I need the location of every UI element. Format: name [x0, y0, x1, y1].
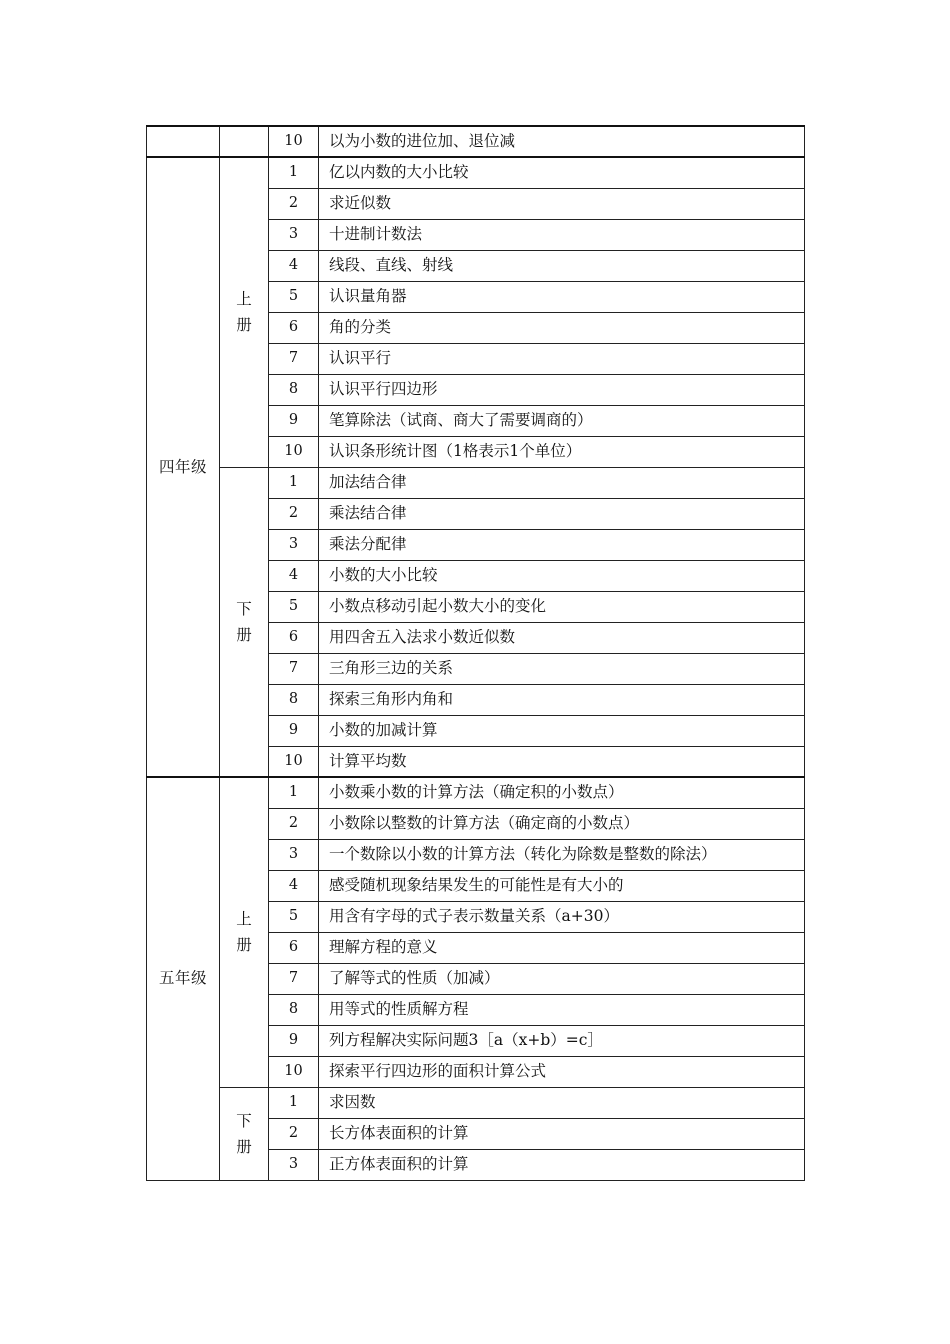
- lesson-number: 3: [269, 1149, 319, 1180]
- lesson-topic: 长方体表面积的计算: [319, 1118, 805, 1149]
- lesson-topic: 探索平行四边形的面积计算公式: [319, 1056, 805, 1087]
- lesson-number: 7: [269, 963, 319, 994]
- volume-label-text: 下册: [236, 1111, 252, 1156]
- table-row: [147, 1087, 805, 1118]
- lesson-number: 2: [269, 1118, 319, 1149]
- lesson-topic: 计算平均数: [319, 746, 805, 777]
- grade-cell-empty: [147, 126, 220, 157]
- lesson-number: 8: [269, 374, 319, 405]
- volume-label-text: 上册: [236, 910, 252, 955]
- lesson-number: 2: [269, 808, 319, 839]
- lesson-number: 4: [269, 870, 319, 901]
- lesson-topic: 小数的加减计算: [319, 715, 805, 746]
- lesson-topic: 小数乘小数的计算方法（确定积的小数点）: [319, 777, 805, 808]
- lesson-topic: 认识平行: [319, 343, 805, 374]
- lesson-topic: 线段、直线、射线: [319, 250, 805, 281]
- lesson-topic: 乘法结合律: [319, 498, 805, 529]
- lesson-topic: 理解方程的意义: [319, 932, 805, 963]
- lesson-topic: 正方体表面积的计算: [319, 1149, 805, 1180]
- lesson-topic: 了解等式的性质（加减）: [319, 963, 805, 994]
- lesson-topic: 角的分类: [319, 312, 805, 343]
- lesson-number: 7: [269, 343, 319, 374]
- table-row: [147, 157, 805, 188]
- lesson-topic: 认识量角器: [319, 281, 805, 312]
- lesson-topic: 笔算除法（试商、商大了需要调商的）: [319, 405, 805, 436]
- volume-label-text: 下册: [236, 599, 252, 644]
- lesson-number: 5: [269, 591, 319, 622]
- volume-label: [220, 157, 269, 467]
- lesson-number: 5: [269, 901, 319, 932]
- lesson-topic: 加法结合律: [319, 467, 805, 498]
- lesson-number: 10: [269, 436, 319, 467]
- lesson-topic: 列方程解决实际问题3［a（x+b）=c］: [319, 1025, 805, 1056]
- table-body: [147, 126, 805, 1180]
- lesson-number: 2: [269, 498, 319, 529]
- volume-label: [220, 1087, 269, 1180]
- volume-label: [220, 777, 269, 1087]
- lesson-topic: 小数点移动引起小数大小的变化: [319, 591, 805, 622]
- lesson-number: 10: [269, 1056, 319, 1087]
- volume-cell-empty: [220, 126, 269, 157]
- curriculum-table: [146, 125, 805, 1181]
- lesson-number: 5: [269, 281, 319, 312]
- lesson-number: 1: [269, 467, 319, 498]
- lesson-topic: 三角形三边的关系: [319, 653, 805, 684]
- lesson-number: 4: [269, 250, 319, 281]
- grade-label: 四年级: [147, 157, 220, 777]
- lesson-topic: 用等式的性质解方程: [319, 994, 805, 1025]
- volume-label: [220, 467, 269, 777]
- lesson-topic: 小数的大小比较: [319, 560, 805, 591]
- lesson-number: 8: [269, 994, 319, 1025]
- lesson-topic: 求因数: [319, 1087, 805, 1118]
- table-row: [147, 777, 805, 808]
- lesson-topic: 探索三角形内角和: [319, 684, 805, 715]
- lesson-number: 1: [269, 777, 319, 808]
- lesson-topic: 认识平行四边形: [319, 374, 805, 405]
- lesson-topic: 求近似数: [319, 188, 805, 219]
- lesson-number: 10: [269, 126, 319, 157]
- lesson-number: 10: [269, 746, 319, 777]
- lesson-number: 6: [269, 622, 319, 653]
- lesson-number: 9: [269, 405, 319, 436]
- lesson-topic: 认识条形统计图（1格表示1个单位）: [319, 436, 805, 467]
- lesson-number: 3: [269, 219, 319, 250]
- lesson-number: 3: [269, 529, 319, 560]
- lesson-number: 7: [269, 653, 319, 684]
- lesson-number: 8: [269, 684, 319, 715]
- lesson-number: 3: [269, 839, 319, 870]
- lesson-topic: 十进制计数法: [319, 219, 805, 250]
- lesson-number: 9: [269, 715, 319, 746]
- lesson-number: 6: [269, 932, 319, 963]
- volume-label-text: 上册: [236, 290, 252, 335]
- lesson-topic: 感受随机现象结果发生的可能性是有大小的: [319, 870, 805, 901]
- lesson-topic: 用四舍五入法求小数近似数: [319, 622, 805, 653]
- grade-label: 五年级: [147, 777, 220, 1180]
- table-row: [147, 467, 805, 498]
- lesson-topic: 一个数除以小数的计算方法（转化为除数是整数的除法）: [319, 839, 805, 870]
- lesson-topic: 亿以内数的大小比较: [319, 157, 805, 188]
- lesson-number: 6: [269, 312, 319, 343]
- lesson-number: 9: [269, 1025, 319, 1056]
- lesson-topic: 用含有字母的式子表示数量关系（a+30）: [319, 901, 805, 932]
- lesson-number: 4: [269, 560, 319, 591]
- lesson-number: 1: [269, 1087, 319, 1118]
- continuation-row: [147, 126, 805, 157]
- lesson-topic: 小数除以整数的计算方法（确定商的小数点）: [319, 808, 805, 839]
- lesson-topic: 以为小数的进位加、退位减: [319, 126, 805, 157]
- lesson-number: 2: [269, 188, 319, 219]
- lesson-number: 1: [269, 157, 319, 188]
- lesson-topic: 乘法分配律: [319, 529, 805, 560]
